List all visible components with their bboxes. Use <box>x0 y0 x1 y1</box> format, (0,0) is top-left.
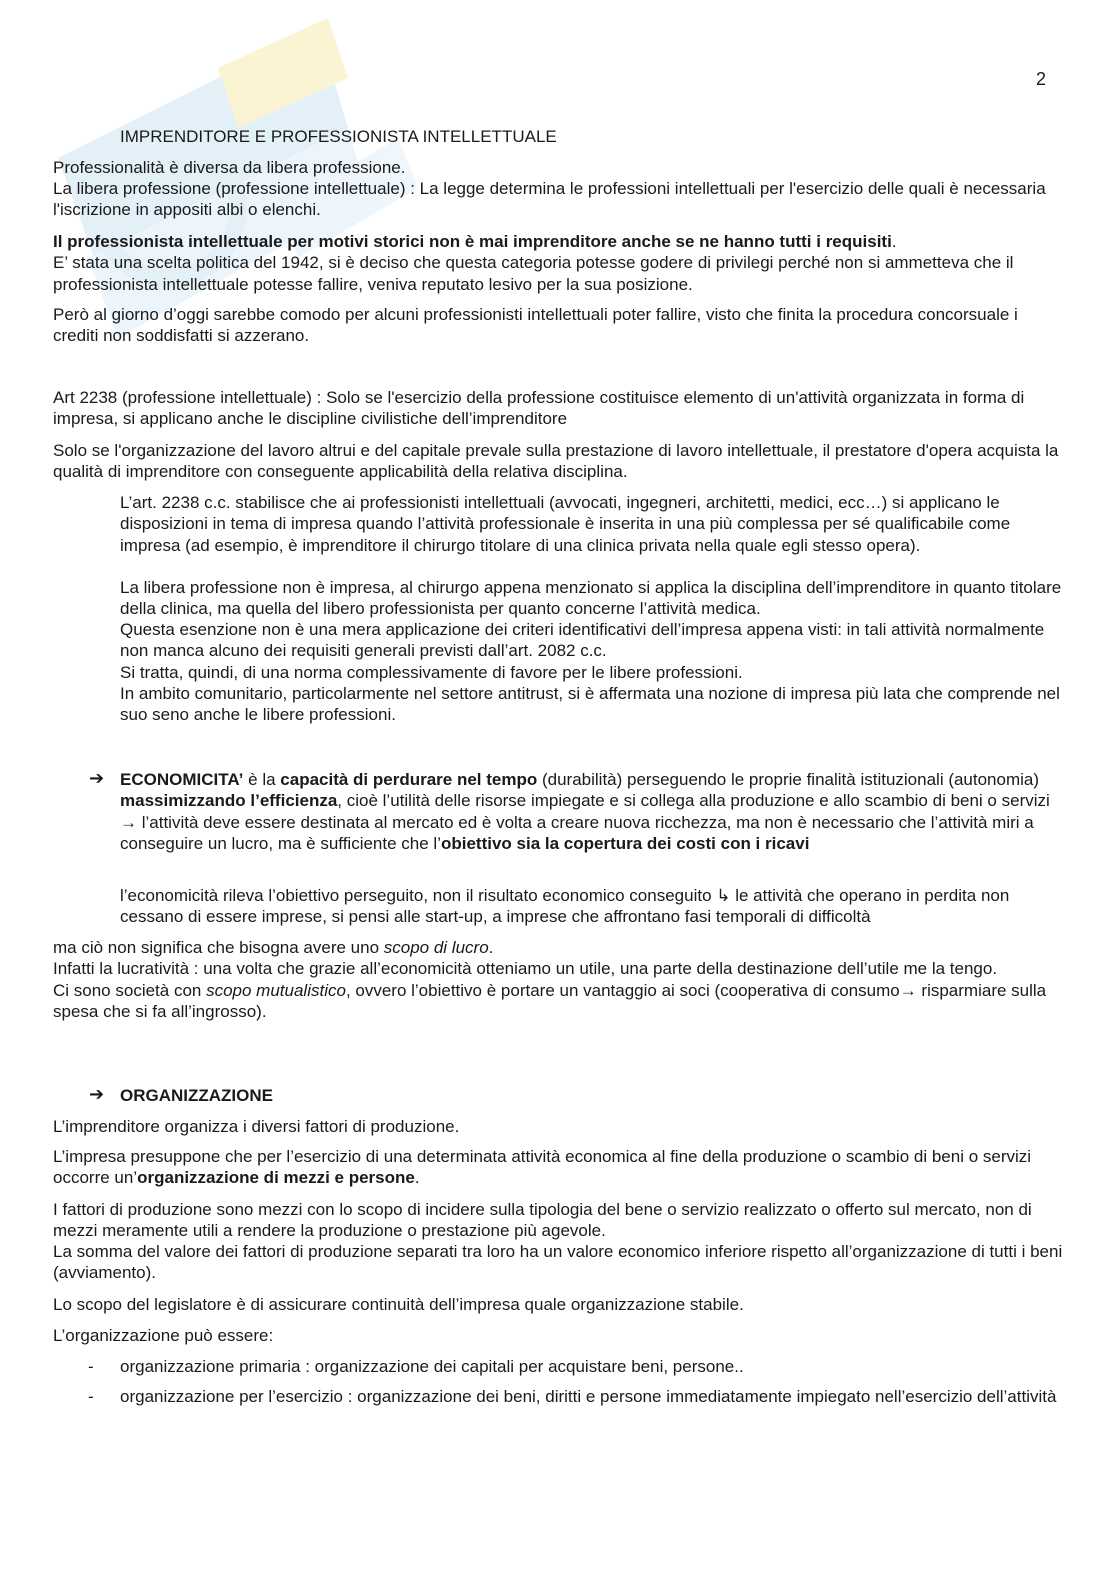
section-heading: IMPRENDITORE E PROFESSIONISTA INTELLETTUALE <box>120 127 557 146</box>
professionista-text: E’ stata una scelta politica del 1942, si è deciso che questa categoria potesse godere di privilegi perché non si ammetteva che il professionista intellettuale potesse fallire, veniva reputato lesivo per la sua posizione. <box>53 253 1014 294</box>
economicita-term: ECONOMICITA’ <box>120 770 244 789</box>
organizzazione-arrow-icon: ➔ <box>89 1084 105 1104</box>
indented-paragraph-5: In ambito comunitario, particolarmente nel settore antitrust, si è affermata una nozione di impresa più lata che comprende nel suo seno anche le libere professioni. <box>120 684 1060 725</box>
organizzazione-p4: La somma del valore dei fattori di produzione separati tra loro ha un valore economico inferiore rispetto all’organizzazione di tutti i beni (avviamento). <box>53 1242 1063 1283</box>
economicita-bold-2: massimizzando l’efficienza <box>120 791 338 811</box>
organizzazione-p2-text: L’impresa presuppone che per l’esercizio di una determinata attività economica al fine della produzione o scambio di beni o servizi occorre un’ <box>53 1147 1032 1188</box>
organizzazione-p2-bold: organizzazione di mezzi e persone <box>137 1168 415 1188</box>
intro-line-2: La libera professione (professione intellettuale) : La legge determina le professioni intellettuali per l'esercizio delle quali è necessaria l'iscrizione in appositi albi o elenchi. <box>53 179 1046 220</box>
economicita-arrow-icon: ➔ <box>89 768 105 788</box>
economicita-bold-3: obiettivo sia la copertura dei costi con i ricavi <box>440 834 810 854</box>
list-item: organizzazione primaria : organizzazione dei capitali per acquistare beni, persone.. <box>120 1357 744 1376</box>
lucro-text-3: Ci sono società con <box>53 980 207 1000</box>
list-bullet-dash: - <box>88 1357 94 1376</box>
economicita-paragraph <box>120 769 1065 855</box>
professionista-paragraph <box>53 231 1063 295</box>
economicita-text-2: (durabilità) perseguendo le proprie finalità istituzionali (autonomia) <box>537 770 1040 789</box>
page-number: 2 <box>1036 69 1047 89</box>
lucro-paragraph <box>53 937 1063 1023</box>
lucro-italic-2: scopo mutualistico <box>206 980 346 1000</box>
solo-se-paragraph: Solo se l'organizzazione del lavoro altrui e del capitale prevale sulla prestazione di lavoro intellettuale, il prestatore d'opera acquista la qualità di imprenditore con conseguente applicabilità della relativa disciplina. <box>53 441 1059 482</box>
economicita-paragraph-2: l’economicità rileva l’obiettivo perseguito, non il risultato economico conseguito ↳ le attività che operano in perdita non cessano di essere imprese, si pensi alle start-up, a imprese che affrontano fasi temporali di difficoltà <box>120 886 1010 927</box>
economicita-text-1: è la <box>243 770 281 789</box>
organizzazione-p1: L’imprenditore organizza i diversi fattori di produzione. <box>53 1117 460 1136</box>
indented-paragraph-1: L’art. 2238 c.c. stabilisce che ai professionisti intellettuali (avvocati, ingegneri, architetti, medici, ecc…) si applicano le disposizioni in tema di impresa quando l’attività professionale è inserita in una più complessa per sé qualificabile come impresa (ad esempio, è imprenditore il chirurgo titolare di una clinica privata nella quale egli stesso opera). <box>120 493 1011 555</box>
art-2238-paragraph: Art 2238 (professione intellettuale) : Solo se l'esercizio della professione costituisce elemento di un'attività organizzata in forma di impresa, si applicano anche le discipline civilistiche dell’imprenditore <box>53 388 1025 429</box>
lucro-italic-1: scopo di lucro <box>383 938 489 957</box>
organizzazione-p2 <box>53 1146 1063 1189</box>
intro-line-1: Professionalità è diversa da libera professione. <box>53 158 406 177</box>
organizzazione-p5: Lo scopo del legislatore è di assicurare continuità dell’impresa quale organizzazione stabile. <box>53 1295 744 1314</box>
indented-paragraph-4: Si tratta, quindi, di una norma complessivamente di favore per le libere professioni. <box>120 663 743 682</box>
organizzazione-title <box>120 1085 1065 1106</box>
lucro-text-4: , ovvero l’obiettivo è portare un vantaggio ai soci (cooperativa di consumo→ risparmiare sulla spesa che si fa all’ingrosso). <box>53 980 1047 1022</box>
professionista-bold: Il professionista intellettuale per motivi storici non è mai imprenditore anche se ne hanno tutti i requisiti <box>53 232 892 251</box>
organizzazione-p6: L’organizzazione può essere: <box>53 1326 274 1345</box>
economicita-text-4: → l’attività deve essere destinata al mercato ed è volta a creare nuova ricchezza, ma non è necessario che l’attività miri a conseguire un lucro, ma è sufficiente che l’ <box>120 812 1034 854</box>
organizzazione-p2-end: . <box>414 1168 420 1188</box>
indented-paragraph-3: Questa esenzione non è una mera applicazione dei criteri identificativi dell’impresa appena visti: in tali attività normalmente non manca alcuno dei requisiti generali previsti dall’art. 2082 c.c. <box>120 620 1045 661</box>
lucro-text-2: Infatti la lucratività : una volta che grazie all’economicità otteniamo un utile, una parte della destinazione dell’utile me la tengo. <box>53 959 998 979</box>
pero-paragraph: Però al giorno d’oggi sarebbe comodo per alcuni professionisti intellettuali poter fallire, visto che finita la procedura concorsuale i crediti non soddisfatti si azzerano. <box>53 305 1018 346</box>
list-bullet-dash: - <box>88 1387 94 1406</box>
economicita-bold-1: capacità di perdurare nel tempo <box>280 770 538 789</box>
lucro-text-1: ma ciò non significa che bisogna avere uno <box>53 938 384 957</box>
organizzazione-title-text: ORGANIZZAZIONE <box>120 1086 273 1105</box>
professionista-bold-end: . <box>891 232 897 251</box>
list-item: organizzazione per l’esercizio : organizzazione dei beni, diritti e persone immediatamente impiegato nell’esercizio dell’attività <box>120 1387 1057 1406</box>
organizzazione-p3: I fattori di produzione sono mezzi con lo scopo di incidere sulla tipologia del bene o servizio realizzato o offerto sul mercato, non di mezzi meramente utili a rendere la produzione o prestazione più agevole. <box>53 1200 1032 1241</box>
lucro-text-1-end: . <box>488 938 494 957</box>
economicita-text-3: , cioè l’utilità delle risorse impiegate e si collega alla produzione e allo scambio di beni o servizi <box>337 791 1050 811</box>
indented-paragraph-2: La libera professione non è impresa, al chirurgo appena menzionato si applica la disciplina dell’imprenditore in quanto titolare della clinica, ma quella del libero professionista per quanto concerne l’attività medica. <box>120 578 1062 619</box>
